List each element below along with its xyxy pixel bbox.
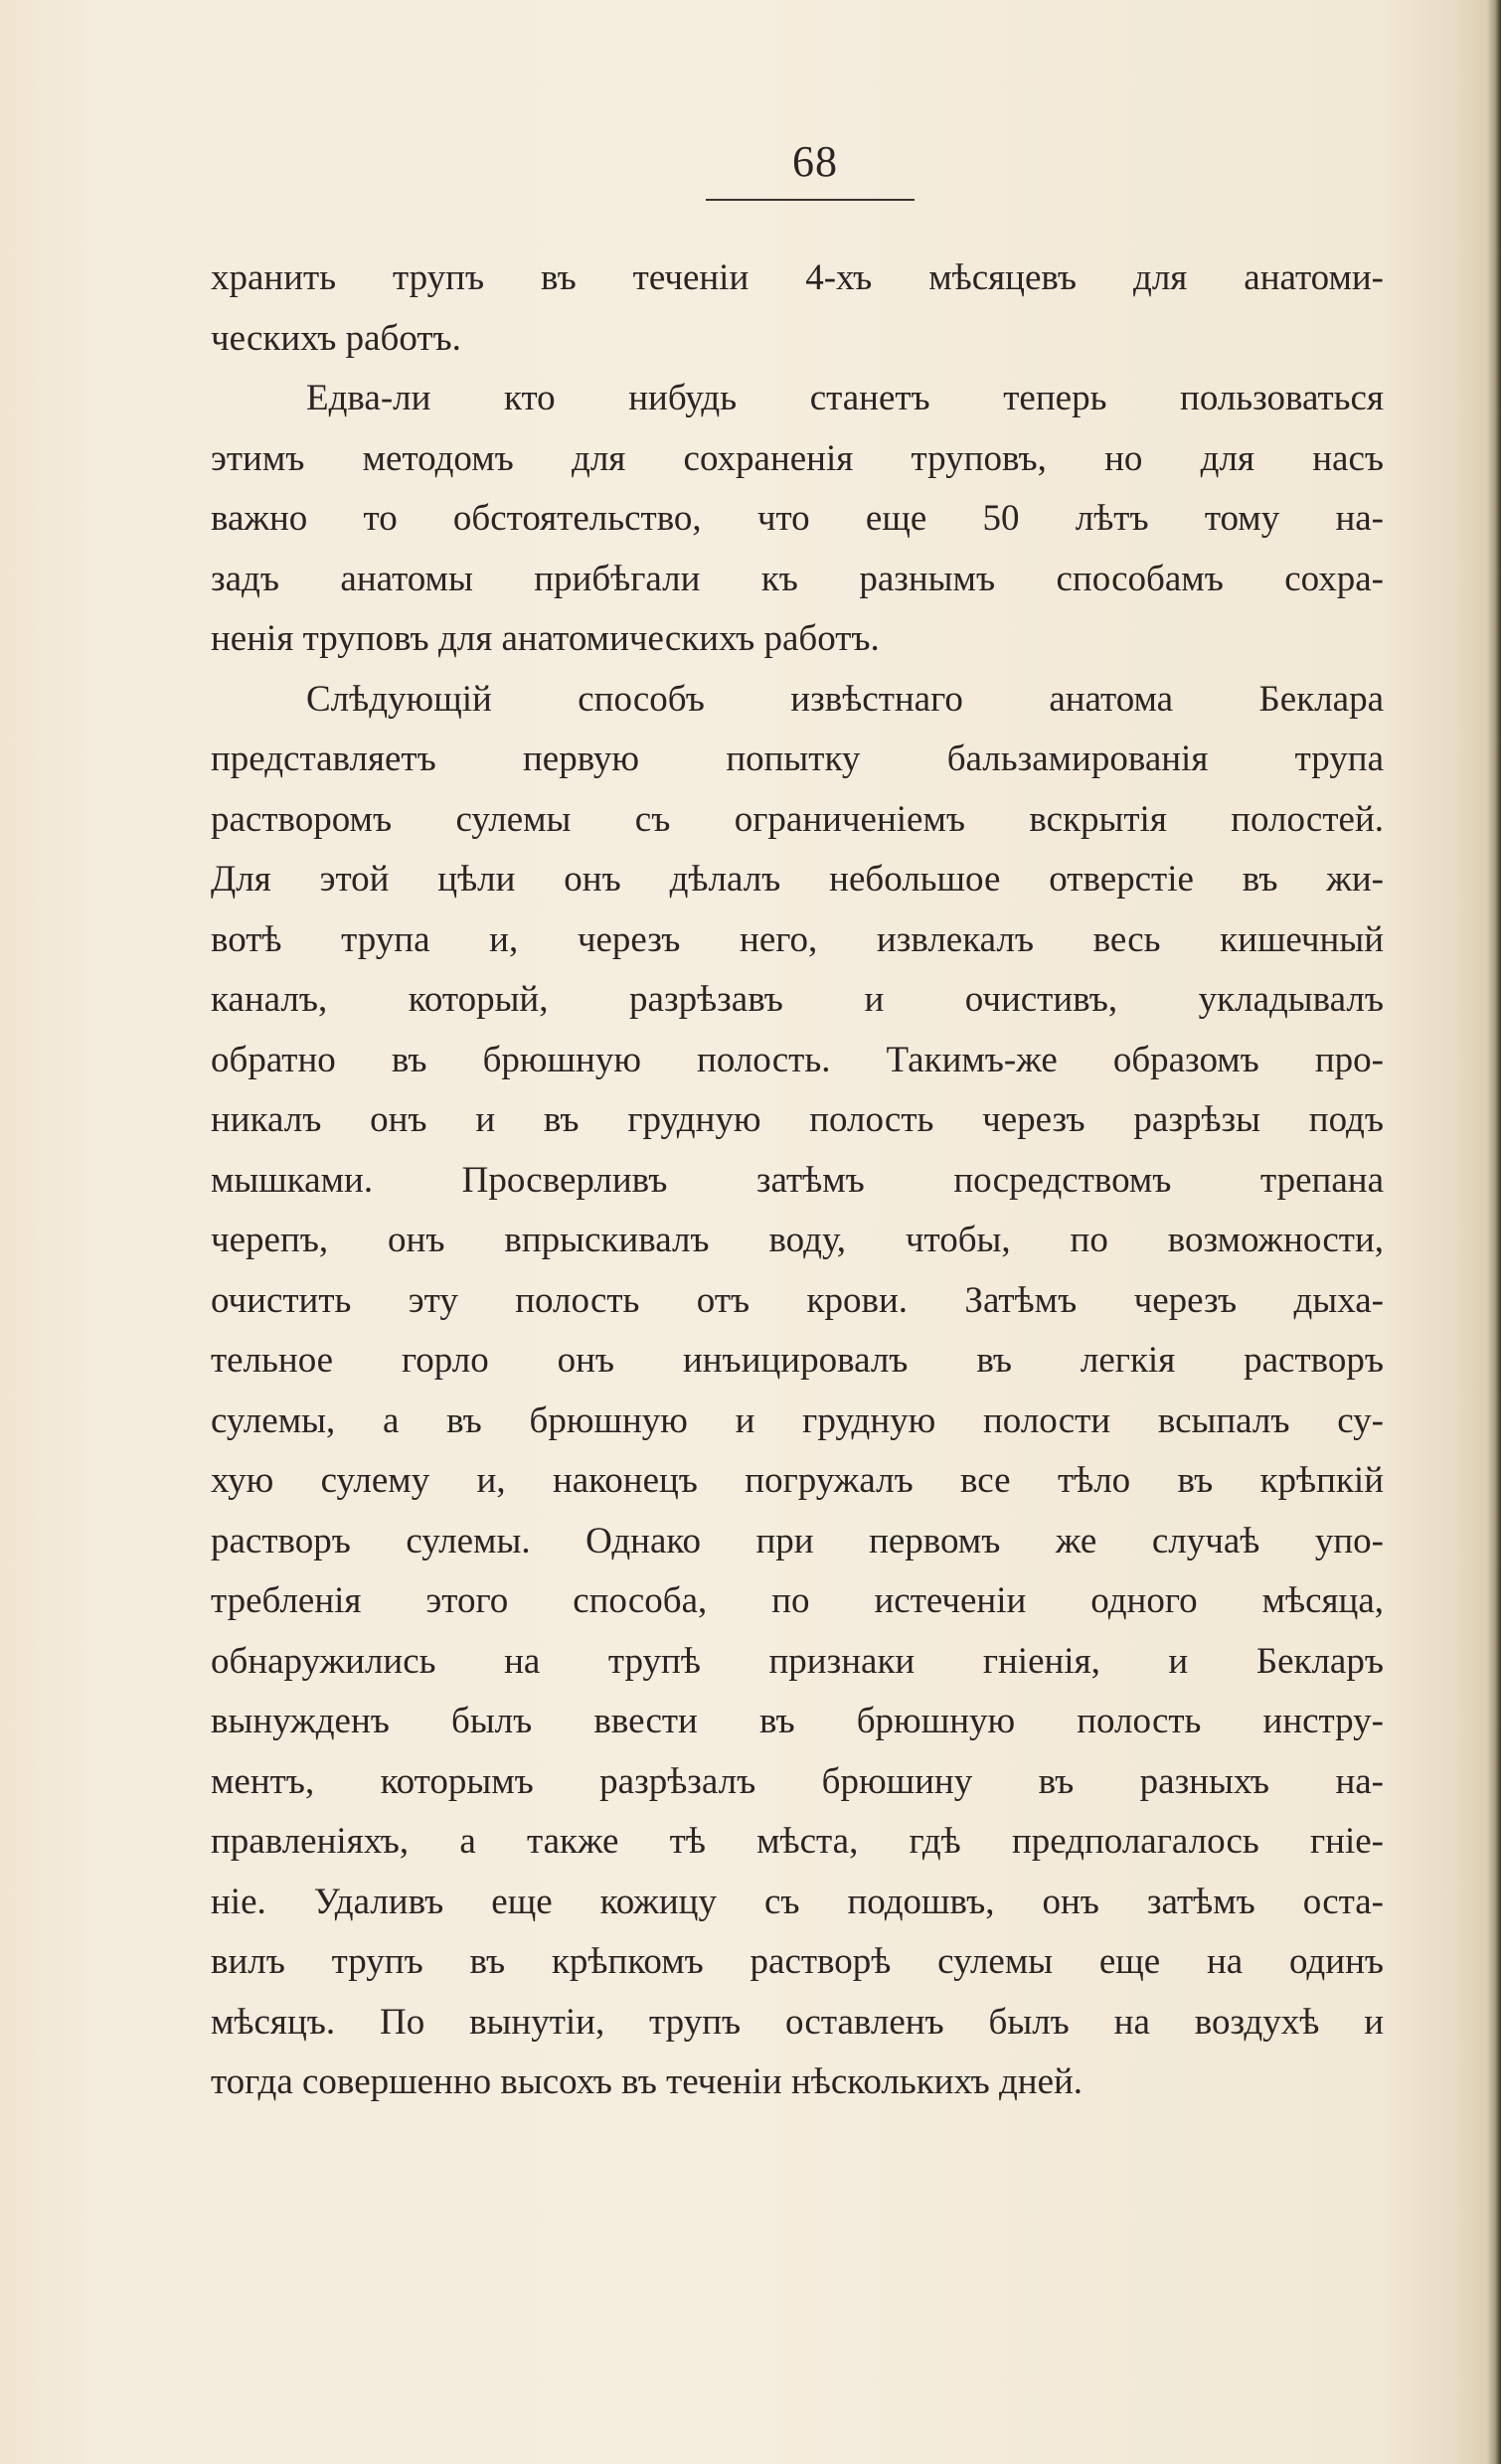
text-line: хую сулему и, наконецъ погружалъ все тѣло въ крѣпкій <box>211 1460 1384 1501</box>
text-line: вынужденъ былъ ввести въ брюшную полость инстру- <box>211 1701 1384 1741</box>
text-line: обратно въ брюшную полость. Такимъ-же образомъ про- <box>211 1039 1384 1080</box>
text-line: вотѣ трупа и, черезъ него, извлекалъ весь кишечный <box>211 918 1384 960</box>
text-line: Едва-ли кто нибудь станетъ теперь пользоваться <box>306 378 1384 418</box>
body-text <box>211 248 1384 2113</box>
page-number-rule <box>706 199 915 201</box>
text-line: правленіяхъ, а также тѣ мѣста, гдѣ предполагалось гніе- <box>211 1821 1384 1862</box>
text-line: ненія труповъ для анатомическихъ работъ. <box>211 618 880 659</box>
text-line: очистить эту полость отъ крови. Затѣмъ черезъ дыха- <box>211 1279 1384 1321</box>
text-line: каналъ, который, разрѣзавъ и очистивъ, укладывалъ <box>211 979 1384 1020</box>
text-line: важно то обстоятельство, что еще 50 лѣтъ тому на- <box>211 498 1384 539</box>
text-line: Слѣдующій способъ извѣстнаго анатома Беклара <box>306 678 1384 720</box>
text-line: задъ анатомы прибѣгали къ разнымъ способамъ сохра- <box>211 558 1384 599</box>
text-line: тельное горло онъ инъицировалъ въ легкія растворъ <box>211 1340 1384 1381</box>
page-edge-shadow <box>1487 0 1501 2464</box>
text-line: требленія этого способа, по истеченіи одного мѣсяца, <box>211 1580 1384 1621</box>
text-line: обнаружились на трупѣ признаки гніенія, и Бекларъ <box>211 1640 1384 1682</box>
text-line: растворомъ сулемы съ ограниченіемъ вскрытія полостей. <box>211 798 1384 840</box>
text-line: ментъ, которымъ разрѣзалъ брюшину въ разныхъ на- <box>211 1760 1384 1802</box>
text-line: растворъ сулемы. Однако при первомъ же случаѣ упо- <box>211 1520 1384 1561</box>
text-line: черепъ, онъ впрыскивалъ воду, чтобы, по возможности, <box>211 1220 1384 1260</box>
text-line: мѣсяцъ. По вынутіи, трупъ оставленъ былъ на воздухѣ и <box>211 2001 1384 2043</box>
text-line: сулемы, а въ брюшную и грудную полости всыпалъ су- <box>211 1399 1384 1441</box>
text-line: вилъ трупъ въ крѣпкомъ растворѣ сулемы еще на одинъ <box>211 1941 1384 1982</box>
text-line: мышками. Просверливъ затѣмъ посредствомъ трепана <box>211 1159 1384 1201</box>
text-line: этимъ методомъ для сохраненія труповъ, но для насъ <box>211 437 1384 479</box>
text-line: тогда совершенно высохъ въ теченіи нѣсколькихъ дней. <box>211 2061 1084 2102</box>
page-number: 68 <box>792 137 838 186</box>
text-line: ніе. Удаливъ еще кожицу съ подошвъ, онъ затѣмъ оста- <box>211 1881 1384 1922</box>
text-line: Для этой цѣли онъ дѣлалъ небольшое отверстіе въ жи- <box>211 859 1384 900</box>
text-line: представляетъ первую попытку бальзамированія трупа <box>211 739 1384 779</box>
text-line: ческихъ работъ. <box>211 317 461 359</box>
text-line: никалъ онъ и въ грудную полость черезъ разрѣзы подъ <box>211 1099 1384 1140</box>
text-line: хранить трупъ въ теченіи 4-хъ мѣсяцевъ для анатоми- <box>211 257 1384 298</box>
